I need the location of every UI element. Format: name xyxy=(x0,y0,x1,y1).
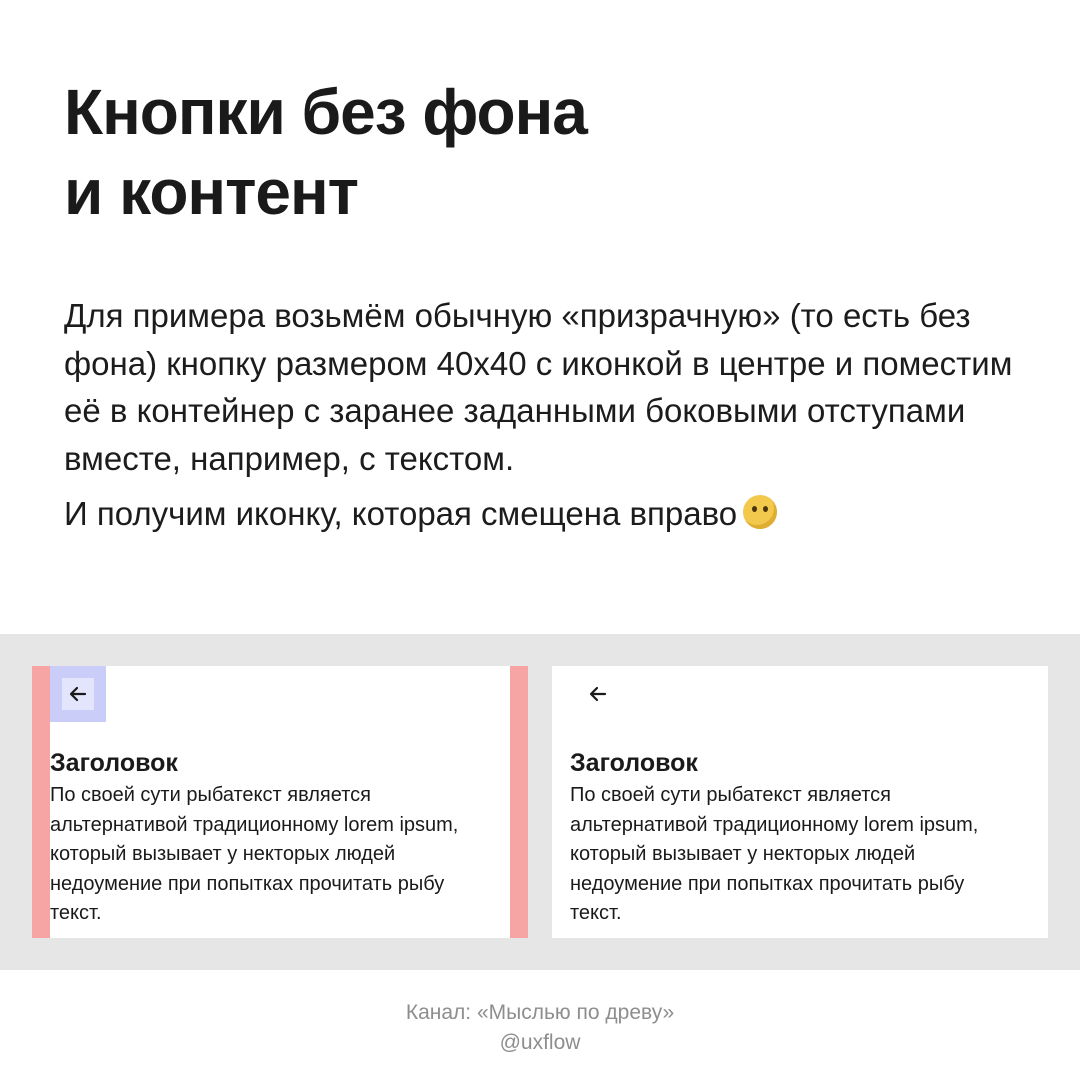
thinking-face-icon xyxy=(743,495,777,529)
page-title-line-2: и контент xyxy=(64,156,358,228)
example-band xyxy=(0,634,1080,970)
footer-handle: @uxflow xyxy=(499,1031,581,1054)
card-text: По своей сути рыбатекст является альтернативой традиционному lorem ipsum, который вызывает у некторых людей недоумение при попытках прочитать рыбу текст. xyxy=(50,784,459,924)
page-title-line-1: Кнопки без фона xyxy=(64,76,587,148)
footer-channel: Канал: «Мыслью по древу» xyxy=(405,1001,675,1024)
card-text: По своей сути рыбатекст является альтернативой традиционному lorem ipsum, который вызывает у некторых людей недоумение при попытках прочитать рыбу текст. xyxy=(570,784,979,924)
card-content xyxy=(570,746,1010,929)
example-card-plain xyxy=(552,666,1048,938)
back-button-highlight[interactable] xyxy=(50,666,106,722)
card-heading: Заголовок xyxy=(570,749,698,777)
body-paragraph-2-text: И получим иконку, которая смещена вправо xyxy=(64,495,738,532)
example-card-with-padding-overlay xyxy=(32,666,528,938)
back-button[interactable] xyxy=(570,666,626,722)
arrow-left-icon xyxy=(66,682,90,706)
card-content xyxy=(50,746,490,929)
left-padding-highlight xyxy=(32,666,50,938)
footer xyxy=(0,998,1080,1058)
body-paragraph-1: Для примера возьмём обычную «призрачную» (то есть без фона) кнопку размером 40х40 с иконкой в центре и поместим её в контейнер с заранее заданными боковыми отступами вместе, например, с текстом. xyxy=(64,297,1013,477)
arrow-left-icon xyxy=(586,682,610,706)
icon-area-highlight xyxy=(62,678,94,710)
page-title xyxy=(64,72,587,232)
body-paragraph-2 xyxy=(64,490,1024,538)
body-text xyxy=(64,292,1024,538)
right-padding-highlight xyxy=(510,666,528,938)
card-heading: Заголовок xyxy=(50,749,178,777)
